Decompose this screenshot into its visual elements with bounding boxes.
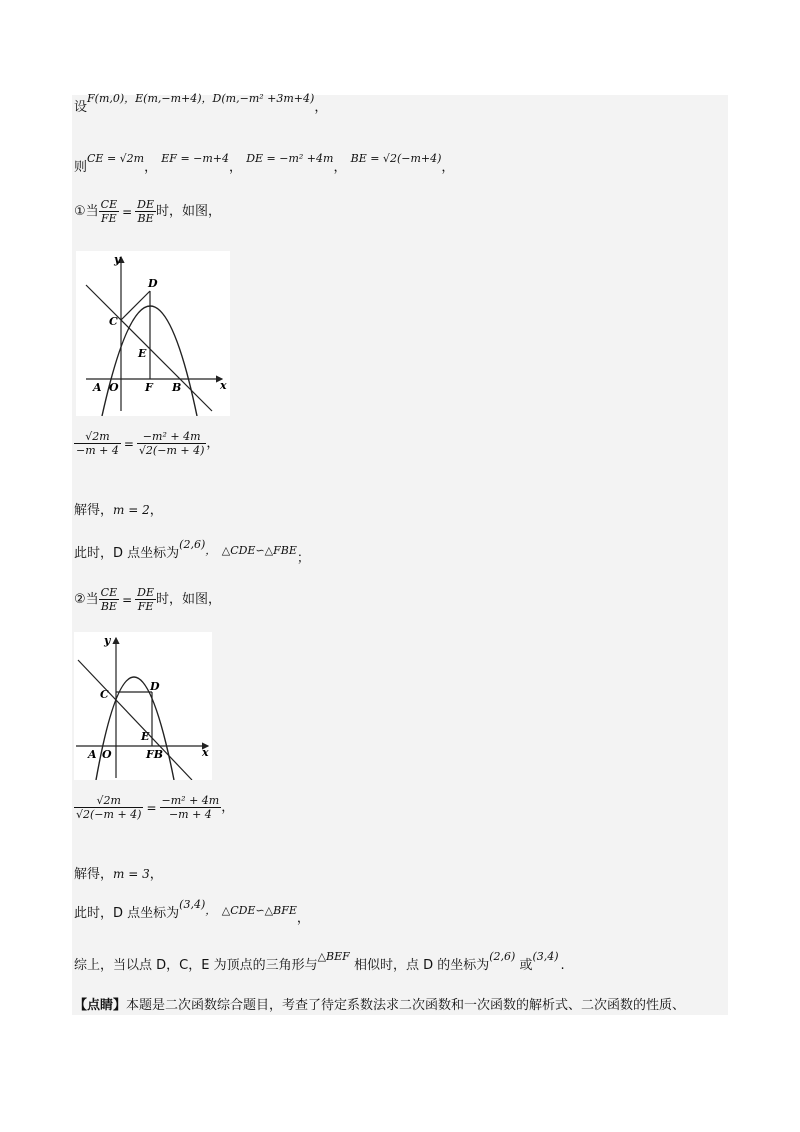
fraction-numerator: DE [137,586,155,599]
case2-solution [74,866,163,883]
label-d: D [148,277,158,290]
separator: ， [441,160,455,175]
lengths-line [74,152,455,176]
label-x: x [220,379,227,392]
separator: ， [333,160,347,175]
solve-tail: ， [149,503,163,518]
label-c: C [109,315,118,328]
fraction-denominator: FE [101,212,117,225]
case2-coordinate [74,898,310,926]
fraction-denominator: −m + 4 [76,444,119,457]
line-end: ； [296,551,310,566]
case1-rhs-fraction [135,198,156,225]
figure-1-graph [76,251,230,416]
lengths-prefix: 则 [74,160,88,175]
comment-text: 本题是二次函数综合题目，考查了待定系数法求二次函数和一次函数的解析式、二次函数的性质、 [126,998,686,1013]
coord-value: (2,6) [179,538,206,551]
summary-coord-1: (2,6) [489,950,516,963]
case2-marker: ②当 [74,592,99,607]
figure-1 [76,251,230,416]
summary-or: 或 [519,958,533,973]
summary-coord-2: (3,4) [532,950,559,963]
fraction-numerator: −m² + 4m [137,430,206,444]
fraction-denominator: BE [137,212,154,225]
case1-eq-lhs [74,430,121,457]
case1-solution [74,502,163,519]
summary-triangle: △BEF [317,950,350,963]
fraction-numerator: √2m [74,430,121,444]
coord-value: (3,4) [179,898,206,911]
label-o: O [109,381,119,394]
case1-condition: ①当 $\frac{CE}{FE}$ = $\frac{DE}{BE}$ 时，如图， [74,198,222,225]
case1-coordinate [74,538,310,566]
ef-expression: EF = −m+4 [161,152,230,165]
case1-suffix: 时，如图， [156,204,222,219]
label-b: B [172,381,182,394]
fraction-denominator: √2(−m + 4) [138,444,205,457]
case2-eq-lhs [74,794,143,821]
label-y: y [114,253,121,266]
solve-label: 解得， [74,867,114,882]
line-end: ， [296,911,310,926]
setup-suffix: ， [314,100,328,115]
equation-tail: ， [206,436,220,451]
comment-tag: 【点睛】 [74,998,127,1013]
label-a: A [88,748,97,761]
label-a: A [93,381,102,394]
case2-suffix: 时，如图， [156,592,222,607]
figure-2-graph [74,632,212,780]
fraction-denominator: BE [100,600,117,613]
setup-prefix: 设 [74,100,88,115]
label-fb: FB [146,748,164,761]
summary-line [74,950,565,974]
solve-value: m = 3 [113,867,150,881]
summary-end: . [560,958,565,973]
comment-line [74,998,685,1014]
de-expression: DE = −m² +4m [246,152,334,165]
setup-line [74,92,328,116]
case2-condition: ②当 $\frac{CE}{BE}$ = $\frac{DE}{FE}$ 时，如图， [74,586,222,613]
similarity-statement: ， △CDE∽△FBE [205,544,297,557]
similarity-statement: ， △CDE∽△BFE [205,904,297,917]
label-o: O [102,748,112,761]
case1-equation: $\frac{√2m}{-m + 4}$ = $\frac{\text{−m² + 4m}}{√2(-m + 4)}$ ， [76,430,220,457]
case2-rhs-fraction [135,586,156,613]
separator: ， [144,160,158,175]
line-bc [78,660,192,780]
case2-equation: $\frac{√2m}{√2(-m + 4)}$ = $\frac{\text{−m² + 4m}}{-m + 4}$ ， [76,794,235,821]
figure-2 [74,632,212,780]
fraction-numerator: CE [100,198,118,211]
separator: ， [229,160,243,175]
solve-label: 解得， [74,503,114,518]
fraction-denominator: √2(−m + 4) [76,808,142,821]
fraction-denominator: FE [137,600,154,613]
ce-expression: CE = √2m [87,152,145,165]
summary-middle: 相似时，点 D 的坐标为 [353,958,490,973]
be-expression: BE = √2(−m+4) [350,152,442,165]
fraction-numerator: −m² + 4m [161,794,220,807]
label-f: F [145,381,153,394]
coord-prefix: 此时，D 点坐标为 [74,546,180,561]
fraction-denominator: −m + 4 [168,808,212,821]
label-c: C [100,688,109,701]
fraction-numerator: CE [100,586,118,599]
case1-marker: ①当 [74,204,99,219]
solve-tail: ， [149,867,163,882]
case1-lhs-fraction [99,198,119,225]
case2-eq-rhs [160,794,222,821]
label-x: x [202,746,209,759]
coord-prefix: 此时，D 点坐标为 [74,906,180,921]
fraction-numerator: √2m [74,794,143,808]
equation-tail: ， [221,800,235,815]
case2-lhs-fraction [99,586,119,613]
label-e: E [138,347,147,360]
fraction-numerator: DE [137,198,155,211]
setup-formula: F(m,0)，E(m,−m+4)，D(m,−m² +3m+4) [87,92,315,105]
solve-value: m = 2 [113,503,150,517]
label-d: D [150,680,160,693]
label-y: y [104,634,111,647]
label-e: E [141,730,150,743]
case1-eq-rhs [137,430,206,457]
summary-prefix: 综上，当以点 D，C，E 为顶点的三角形与 [74,958,318,973]
